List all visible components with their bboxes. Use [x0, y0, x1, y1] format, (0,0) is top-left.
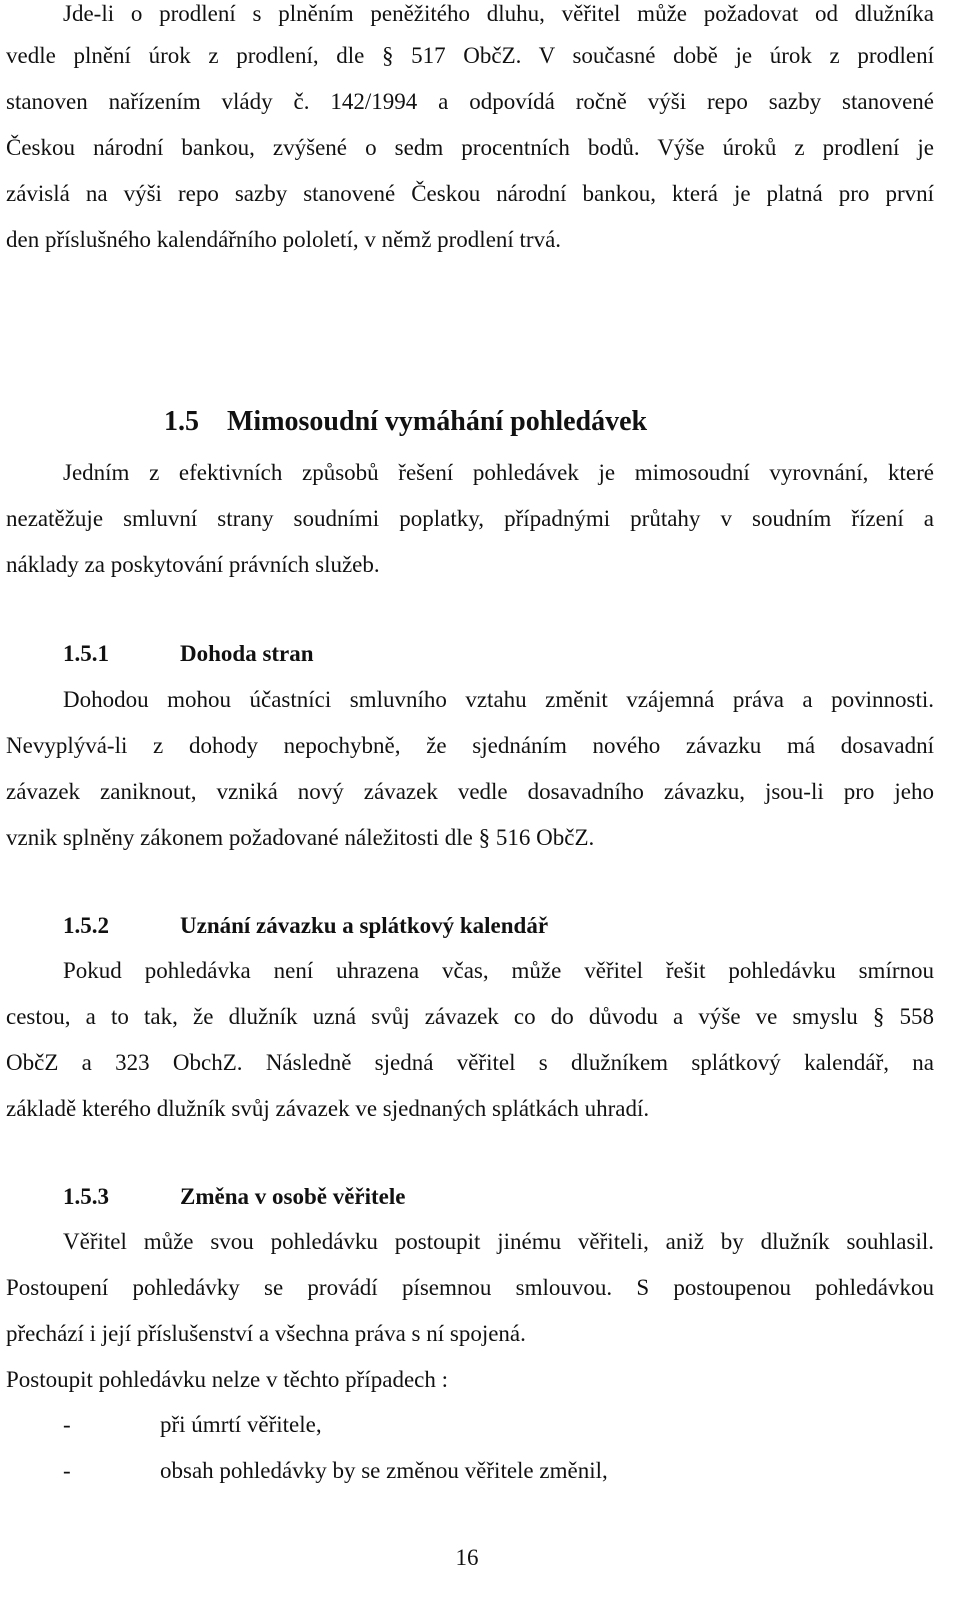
- text-line: Jde-li o prodlení s plněním peněžitého dluhu, věřitel může požadovat od dlužníka: [63, 1, 934, 26]
- text-line: přechází i její příslušenství a všechna práva s ní spojená.: [6, 1321, 526, 1346]
- text-line: Jedním z efektivních způsobů řešení pohledávek je mimosoudní vyrovnání, které: [63, 460, 934, 485]
- text-line: náklady za poskytování právních služeb.: [6, 552, 380, 577]
- text-line: základě kterého dlužník svůj závazek ve sjednaných splátkách uhradí.: [6, 1096, 650, 1121]
- section-title: Dohoda stran: [180, 641, 314, 666]
- section-heading-1-5-3: [63, 1183, 405, 1211]
- text-line: Věřitel může svou pohledávku postoupit jinému věřiteli, aniž by dlužník souhlasil.: [63, 1229, 934, 1254]
- section-number: 1.5.1: [63, 641, 109, 666]
- text-line: ObčZ a 323 ObchZ. Následně sjedná věřitel s dlužníkem splátkový kalendář, na: [6, 1050, 934, 1075]
- list-item-text: při úmrtí věřitele,: [160, 1412, 322, 1437]
- text-line: nezatěžuje smluvní strany soudními poplatky, případnými průtahy v soudním řízení a: [6, 506, 934, 531]
- list-bullet: -: [63, 1412, 71, 1437]
- text-line: den příslušného kalendářního pololetí, v němž prodlení trvá.: [6, 227, 562, 252]
- section-number: 1.5.2: [63, 913, 109, 938]
- text-line: Postoupení pohledávky se provádí písemnou smlouvou. S postoupenou pohledávkou: [6, 1275, 934, 1300]
- text-line: stanoven nařízením vlády č. 142/1994 a odpovídá ročně výši repo sazby stanovené: [6, 89, 934, 114]
- list-item: [63, 1411, 322, 1439]
- section-title: Mimosoudní vymáhání pohledávek: [227, 406, 648, 437]
- text-line: závislá na výši repo sazby stanovené Českou národní bankou, která je platná pro první: [6, 181, 934, 206]
- text-line: vznik splněny zákonem požadované náležitosti dle § 516 ObčZ.: [6, 825, 595, 850]
- text-line: Dohodou mohou účastníci smluvního vztahu změnit vzájemná práva a povinnosti.: [63, 687, 934, 712]
- section-heading-1-5: [164, 405, 647, 439]
- section-heading-1-5-2: [63, 912, 548, 940]
- section-number: 1.5: [164, 406, 199, 437]
- text-line: Nevyplývá-li z dohody nepochybně, že sjednáním nového závazku má dosavadní: [6, 733, 934, 758]
- section-title: Uznání závazku a splátkový kalendář: [180, 913, 549, 938]
- section-heading-1-5-1: [63, 640, 314, 668]
- list-item: [63, 1457, 608, 1485]
- section-number: 1.5.3: [63, 1184, 109, 1209]
- section-title: Změna v osobě věřitele: [180, 1184, 406, 1209]
- list-item-text: obsah pohledávky by se změnou věřitele změnil,: [160, 1458, 608, 1483]
- page-number: 16: [455, 1545, 479, 1570]
- list-bullet: -: [63, 1458, 71, 1483]
- text-line: Pokud pohledávka není uhrazena včas, může věřitel řešit pohledávku smírnou: [63, 958, 934, 983]
- text-line: cestou, a to tak, že dlužník uzná svůj závazek co do důvodu a výše ve smyslu § 558: [6, 1004, 934, 1029]
- text-line: Českou národní bankou, zvýšené o sedm procentních bodů. Výše úroků z prodlení je: [6, 135, 934, 160]
- text-line: Postoupit pohledávku nelze v těchto případech :: [6, 1367, 448, 1392]
- text-line: závazek zaniknout, vzniká nový závazek vedle dosavadního závazku, jsou-li pro jeho: [6, 779, 934, 804]
- text-line: vedle plnění úrok z prodlení, dle § 517 ObčZ. V současné době je úrok z prodlení: [6, 43, 934, 68]
